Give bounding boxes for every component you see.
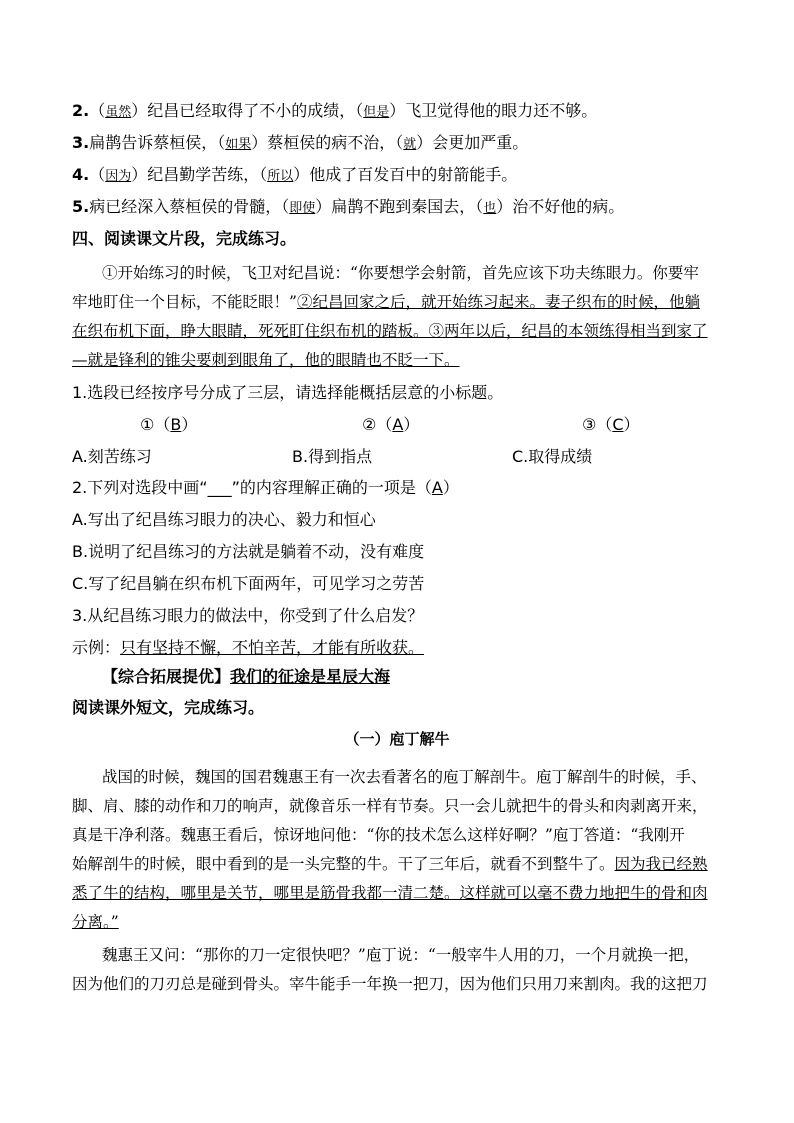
- answer-blank: 所以: [267, 169, 294, 184]
- option-b: B.说明了纪昌练习的方法就是躺着不动，没有难度: [72, 542, 425, 561]
- q3-item-5: 5.病已经深入蔡桓侯的骨髓，（即使）扁鹊不跑到秦国去，（也）治不好他的病。: [72, 197, 625, 216]
- story-line: 脚、肩、膝的动作和刀的响声，就像音乐一样有节奏。只一会儿就把牛的骨头和肉剥离开来，: [72, 797, 708, 815]
- q3-item-3: 3.扁鹊告诉蔡桓侯，（如果）蔡桓侯的病不治，（就）会更加严重。: [72, 133, 529, 152]
- option-a: A.刻苦练习: [72, 447, 152, 466]
- answer-blank-3: ③（C）: [582, 415, 640, 434]
- answer-blank: 也: [483, 201, 497, 216]
- answer-blank: 就: [403, 137, 417, 152]
- question-3: 3.从纪昌练习眼力的做法中，你受到了什么启发？: [72, 606, 424, 625]
- option-c: C.取得成绩: [512, 447, 593, 466]
- answer-blank: 如果: [225, 137, 252, 152]
- question-1: 1.选段已经按序号分成了三层，请选择能概括层意的小标题。: [72, 383, 504, 402]
- question-2: 2.下列对选段中画“___”的内容理解正确的一项是（A）: [72, 478, 459, 497]
- story-line: 因为他们的刀刃总是碰到骨头。宰牛能手一年换一把刀，因为他们只用刀来割肉。我的这把刀: [72, 975, 708, 993]
- answer-blank: 虽然: [105, 105, 132, 120]
- answer-blank: 但是: [363, 105, 390, 120]
- example-answer: 示例：只有坚持不懈，不怕辛苦，才能有所收获。: [72, 638, 425, 657]
- story-title: （一）庖丁解牛: [344, 730, 450, 748]
- answer-blank: 即使: [289, 201, 316, 216]
- option-b: B.得到指点: [292, 447, 373, 466]
- story-paragraph-1: [72, 763, 736, 937]
- passage-line: 牢地盯住一个目标，不能眨眼！”②纪昌回家之后，就开始练习起来。妻子织布的时候，他躺: [72, 293, 700, 311]
- q3-item-2: 2.（虽然）纪昌已经取得了不小的成绩，（但是）飞卫觉得他的眼力还不够。: [72, 101, 598, 120]
- answer-blank-1: ①（B）: [140, 415, 198, 434]
- story-line: 始解剖牛的时候，眼中看到的是一头完整的牛。干了三年后，就看不到整牛了。因为我已经熟: [72, 855, 708, 873]
- story-line: 魏惠王又问：“那你的刀一定很快吧？”庖丁说：“一般宰牛人用的刀，一个月就换一把，: [102, 946, 700, 964]
- passage-line: ①开始练习的时候，飞卫对纪昌说：“你要想学会射箭，首先应该下功夫练眼力。你要牢: [102, 264, 699, 282]
- story-line: 战国的时候，魏国的国君魏惠王有一次去看著名的庖丁解剖牛。庖丁解剖牛的时候，手、: [102, 768, 707, 786]
- option-a: A.写出了纪昌练习眼力的决心、毅力和恒心: [72, 510, 376, 529]
- story-paragraph-2: [72, 941, 736, 999]
- extension-instruction: 阅读课外短文，完成练习。: [72, 698, 265, 717]
- option-c: C.写了纪昌躺在织布机下面两年，可见学习之劳苦: [72, 574, 425, 593]
- story-line: 真是干净利落。魏惠王看后，惊讶地问他：“你的技术怎么这样好啊？”庖丁答道：“我刚开: [72, 826, 685, 844]
- section-heading: 四、阅读课文片段，完成练习。: [72, 229, 297, 248]
- answer-blank-2: ②（A）: [362, 415, 420, 434]
- story-line: 分离。”: [72, 913, 119, 931]
- passage-line: —就是锋利的锥尖要刺到眼角了，他的眼睛也不眨一下。: [72, 351, 460, 369]
- extension-header: 【综合拓展提优】我们的征途是星辰大海: [102, 667, 391, 686]
- answer-blank: 因为: [105, 169, 132, 184]
- q3-item-4: 4.（因为）纪昌勤学苦练，（所以）他成了百发百中的射箭能手。: [72, 165, 518, 184]
- story-line: 悉了牛的结构，哪里是关节，哪里是筋骨我都一清二楚。这样就可以毫不费力地把牛的骨和肉: [72, 884, 708, 902]
- passage-line: 在织布机下面，睁大眼睛，死死盯住织布机的踏板。③两年以后，纪昌的本领练得相当到家了: [72, 322, 708, 340]
